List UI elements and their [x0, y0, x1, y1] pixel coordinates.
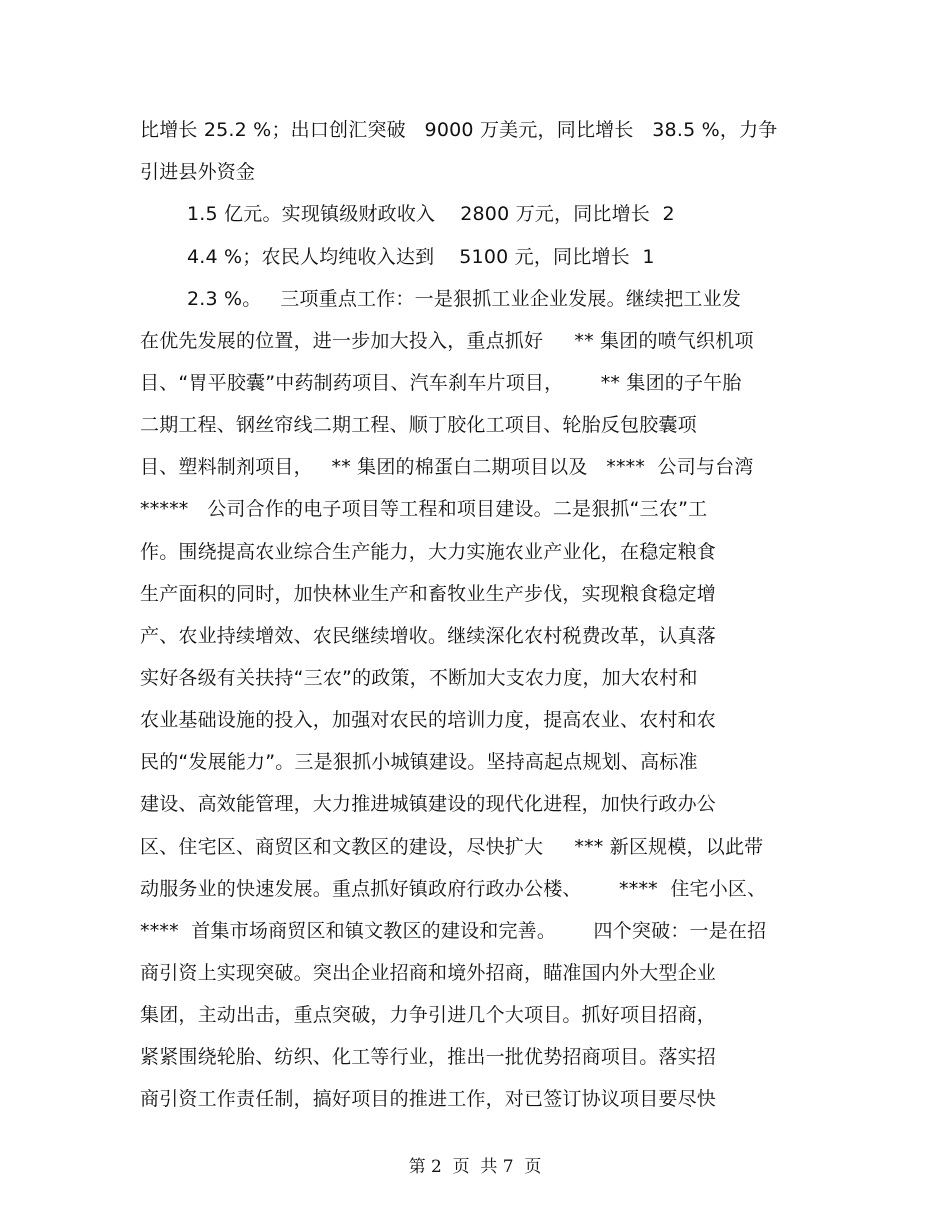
body-line-5: 2.3 %。 三项重点工作：一是狠抓工业企业发展。继续把工业发 [187, 288, 742, 310]
body-line-6: 在优先发展的位置，进一步加大投入，重点抓好 ** 集团的喷气织机项 [140, 330, 754, 352]
body-line-16: 民的“发展能力”。三是狠抓小城镇建设。坚持高起点规划、高标准 [140, 751, 698, 773]
body-line-11: 作。围绕提高农业综合生产能力，大力实施农业产业化，在稳定粮食 [140, 541, 717, 563]
body-line-21: 商引资上实现突破。突出企业招商和境外招商，瞄准国内外大型企业 [140, 962, 717, 984]
body-line-8: 二期工程、钢丝帘线二期工程、顺丁胶化工项目、轮胎反包胶囊项 [140, 414, 697, 436]
body-line-14: 实好各级有关扶持“三农”的政策，不断加大支农力度，加大农村和 [140, 667, 698, 689]
body-line-4: 4.4 %；农民人均纯收入达到 5100 元，同比增长 1 [187, 246, 655, 268]
body-line-9: 目、塑料制剂项目， ** 集团的棉蛋白二期项目以及 **** 公司与台湾 [140, 456, 754, 478]
body-line-7: 目、“胃平胶囊”中药制药项目、汽车刹车片项目， ** 集团的子午胎 [140, 372, 742, 394]
body-line-22: 集团，主动出击，重点突破，力争引进几个大项目。抓好项目招商， [140, 1004, 717, 1026]
page-number-footer: 第 2 页 共 7 页 [408, 1157, 542, 1177]
body-line-3: 1.5 亿元。实现镇级财政收入 2800 万元，同比增长 2 [187, 203, 675, 225]
body-line-1: 比增长 25.2 %；出口创汇突破 9000 万美元，同比增长 38.5 %，力争 [140, 119, 778, 141]
body-line-2: 引进县外资金 [140, 161, 256, 183]
body-line-15: 农业基础设施的投入，加强对农民的培训力度，提高农业、农村和农 [140, 709, 717, 731]
body-line-13: 产、农业持续增效、农民继续增收。继续深化农村税费改革，认真落 [140, 625, 717, 647]
body-line-23: 紧紧围绕轮胎、纺织、化工等行业，推出一批优势招商项目。落实招 [140, 1046, 717, 1068]
body-line-17: 建设、高效能管理，大力推进城镇建设的现代化进程，加快行政办公 [140, 793, 717, 815]
body-line-12: 生产面积的同时，加快林业生产和畜牧业生产步伐，实现粮食稳定增 [140, 583, 717, 605]
body-line-24: 商引资工作责任制，搞好项目的推进工作，对已签订协议项目要尽快 [140, 1088, 717, 1110]
body-line-10: ***** 公司合作的电子项目等工程和项目建设。二是狠抓“三农”工 [140, 498, 708, 520]
body-line-20: **** 首集市场商贸区和镇文教区的建设和完善。 四个突破：一是在招 [140, 920, 767, 942]
body-line-18: 区、住宅区、商贸区和文教区的建设，尽快扩大 *** 新区规模，以此带 [140, 836, 764, 858]
body-line-19: 动服务业的快速发展。重点抓好镇政府行政办公楼、 **** 住宅小区、 [140, 878, 767, 900]
